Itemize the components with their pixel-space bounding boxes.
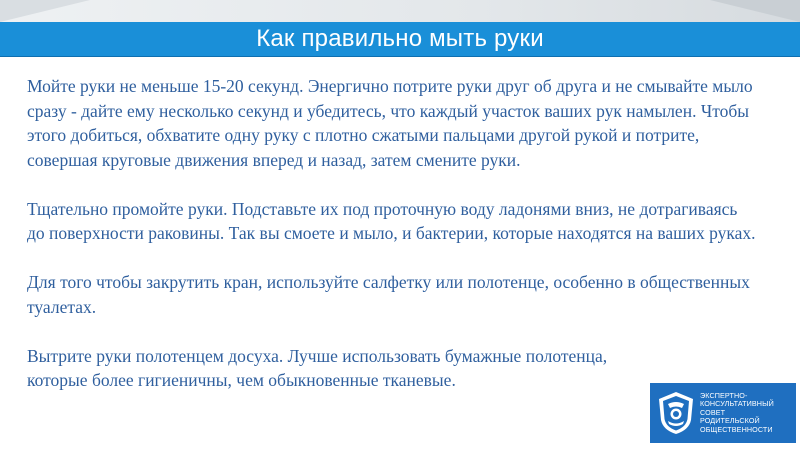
shield-emblem-icon [656,390,696,436]
logo-text [700,392,774,435]
title-bar [0,22,800,56]
logo-line: КОНСУЛЬТАТИВНЫЙ [700,399,774,409]
logo-line: ОБЩЕСТВЕННОСТИ [700,424,773,434]
logo-line: ЭКСПЕРТНО- [700,390,748,400]
slide-body [27,74,757,417]
logo-line: СОВЕТ [700,407,726,417]
slide-title: Как правильно мыть руки [256,25,544,52]
logo-line: РОДИТЕЛЬСКОЙ [700,416,760,426]
council-logo [650,383,796,443]
paragraph-tap: Для того чтобы закрутить кран, используйте салфетку или полотенце, особенно в общественных туалетах. [27,272,750,317]
paragraph-dry: Вытрите руки полотенцем досуха. Лучше использовать бумажные полотенца, которые более гигиеничны, чем обыкновенные тканевые. [27,345,608,390]
paragraph-wash-duration: Мойте руки не меньше 15-20 секунд. Энергично потрите руки друг об друга и не смывайте мыло сразу - дайте ему несколько секунд и убедитесь, что каждый участок ваших рук намылен. Чтобы этого добиться, обхватите одну руку с плотно сжатыми пальцами другой рукой и потрите, совершая круговые движения вперед и назад, затем смените руки. [27,76,753,170]
paragraph-rinse: Тщательно промойте руки. Подставьте их под проточную воду ладонями вниз, не дотрагиваясь до поверхности раковины. Так вы смоете и мыло, и бактерии, которые находятся на ваших руках. [27,198,756,243]
top-decorative-stripe [0,0,800,22]
